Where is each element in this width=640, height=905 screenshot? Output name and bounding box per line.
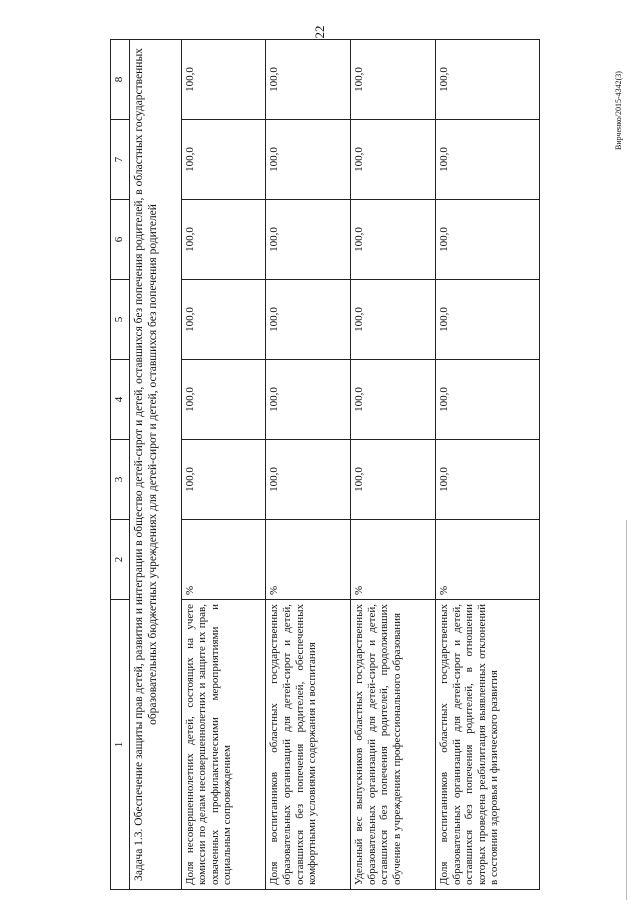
column-number: 6 — [111, 200, 130, 280]
value-cell: 100,0 — [351, 200, 436, 280]
document-code: Вирченко/2015-4342(3) — [614, 71, 623, 150]
value-cell: 100,0 — [266, 440, 351, 520]
value-cell: 100,0 — [351, 40, 436, 120]
column-number: 2 — [111, 520, 130, 600]
indicators-table — [110, 39, 540, 890]
indicator-cell: Доля воспитанников областных государственных образовательных организаций для детей-сирот и детей, оставшихся без попечения родителей, обеспеченных комфортными условиями содержания и воспитания — [266, 600, 351, 890]
value-cell: 100,0 — [435, 120, 539, 200]
column-number-row — [111, 40, 130, 890]
value-cell: 100,0 — [181, 120, 266, 200]
task-heading-row — [130, 40, 182, 890]
value-cell: 100,0 — [181, 40, 266, 120]
value-cell: 100,0 — [351, 360, 436, 440]
value-cell: 100,0 — [181, 280, 266, 360]
value-cell: 100,0 — [266, 280, 351, 360]
page-number: 22 — [312, 25, 327, 39]
column-number: 1 — [111, 600, 130, 890]
value-cell: 100,0 — [266, 120, 351, 200]
value-cell: 100,0 — [435, 440, 539, 520]
unit-cell: % — [181, 520, 266, 600]
column-number: 7 — [111, 120, 130, 200]
unit-cell: % — [266, 520, 351, 600]
column-number: 3 — [111, 440, 130, 520]
value-cell: 100,0 — [435, 200, 539, 280]
value-cell: 100,0 — [351, 440, 436, 520]
table-row — [435, 40, 539, 890]
value-cell: 100,0 — [351, 280, 436, 360]
value-cell: 100,0 — [435, 40, 539, 120]
value-cell: 100,0 — [435, 280, 539, 360]
value-cell: 100,0 — [435, 360, 539, 440]
column-number: 5 — [111, 280, 130, 360]
value-cell: 100,0 — [351, 120, 436, 200]
column-number: 8 — [111, 40, 130, 120]
margin-rule — [626, 520, 627, 900]
table-row — [266, 40, 351, 890]
unit-cell: % — [435, 520, 539, 600]
value-cell: 100,0 — [181, 360, 266, 440]
unit-cell: % — [351, 520, 436, 600]
value-cell: 100,0 — [266, 200, 351, 280]
column-number: 4 — [111, 360, 130, 440]
table-row — [351, 40, 436, 890]
indicator-cell: Доля воспитанников областных государственных образовательных организаций для детей-сирот и детей, оставшихся без попечения родителей, в отношении которых проведена реабилитация выявленных отклонений в состоянии здоровья и физического развития — [435, 600, 539, 890]
task-title: Задача 1.3. Обеспечение защиты прав детей, развития и интеграции в общество детей-сирот и детей, оставшихся без попечения родителей, в областных государственных образовательных бюджетных учреждениях для детей-сирот и детей, оставшихся без попечения родителей — [130, 40, 182, 890]
indicator-cell: Удельный вес выпускников областных государственных образовательных организаций для детей-сирот и детей, оставшихся без попечения родителей, продолживших обучение в учреждениях профессионального образования — [351, 600, 436, 890]
table-row — [181, 40, 266, 890]
indicator-cell: Доля несовершеннолетних детей, состоящих на учете комиссии по делам несовершеннолетних и защите их прав, охваченных профилактическими мероприятиями и социальным сопровождением — [181, 600, 266, 890]
value-cell: 100,0 — [266, 360, 351, 440]
rotated-table-wrapper — [110, 40, 540, 890]
value-cell: 100,0 — [181, 440, 266, 520]
value-cell: 100,0 — [266, 40, 351, 120]
value-cell: 100,0 — [181, 200, 266, 280]
